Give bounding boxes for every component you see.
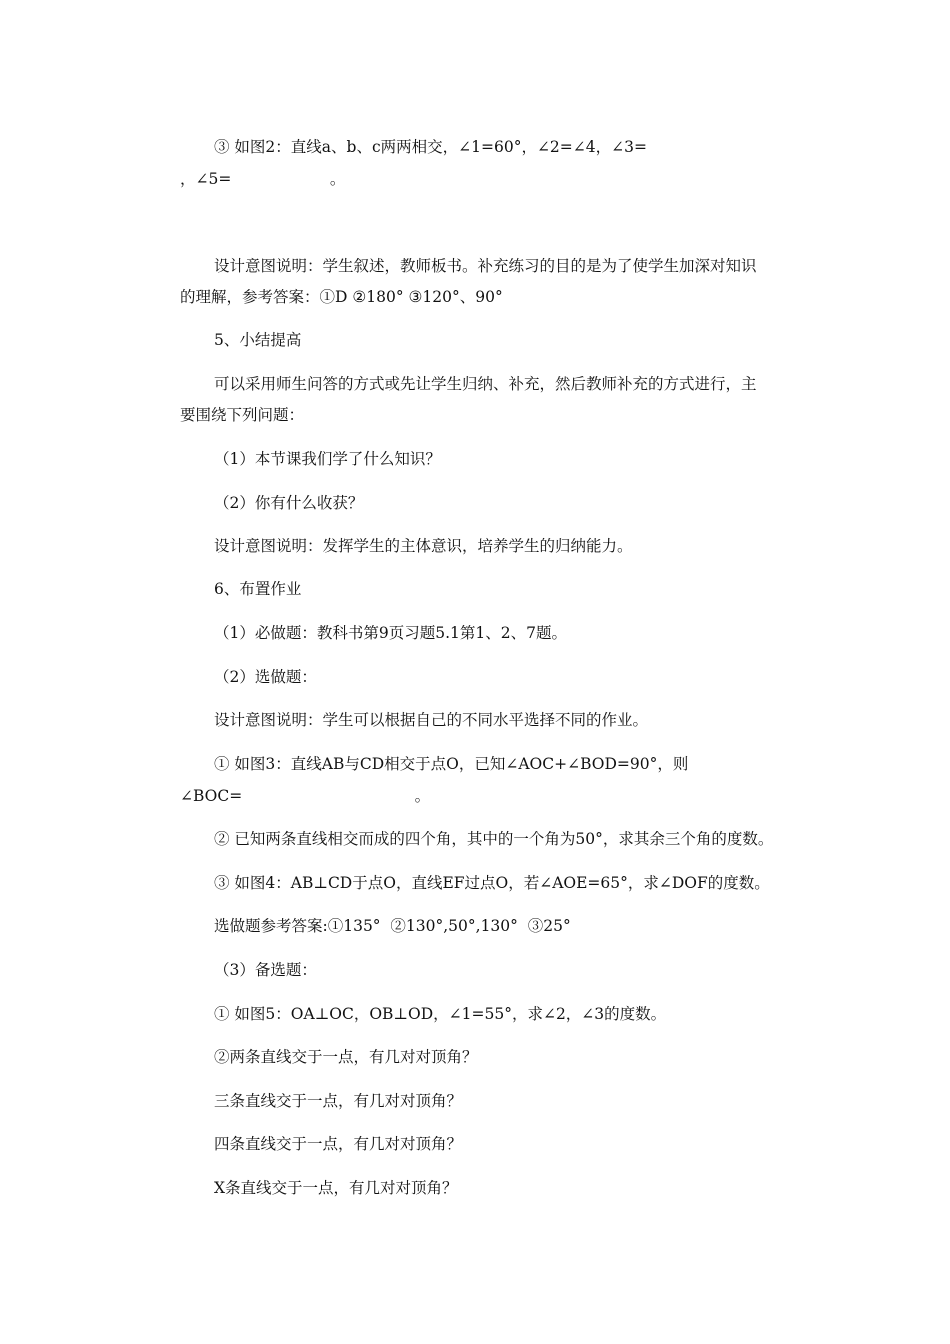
text-line: （1）本节课我们学了什么知识？ [214, 450, 441, 468]
text-line: 设计意图说明：发挥学生的主体意识，培养学生的归纳能力。 [214, 537, 633, 555]
text-line: （1）必做题：教科书第9页习题5.1第1、2、7题。 [214, 624, 567, 642]
text-line: 要围绕下列问题： [180, 406, 305, 424]
text-line: ，∠5= 。 [180, 170, 346, 188]
text-line: 设计意图说明：学生叙述，教师板书。补充练习的目的是为了使学生加深对知识 [214, 257, 757, 275]
section-heading: 5、小结提高 [214, 331, 302, 349]
text-line: 三条直线交于一点，有几对对顶角？ [214, 1092, 463, 1110]
text-line: ②两条直线交于一点，有几对对顶角？ [214, 1048, 478, 1066]
section-heading: 6、布置作业 [214, 580, 302, 598]
text-line: 选做题参考答案:①135° ②130°,50°,130° ③25° [214, 917, 571, 935]
text-line: （2）你有什么收获？ [214, 494, 364, 512]
text-line: 可以采用师生问答的方式或先让学生归纳、补充，然后教师补充的方式进行，主 [214, 375, 757, 393]
text-line: ② 已知两条直线相交而成的四个角，其中的一个角为50°，求其余三个角的度数。 [214, 830, 774, 848]
text-line: 四条直线交于一点，有几对对顶角？ [214, 1135, 463, 1153]
text-line: ① 如图5：OA⊥OC，OB⊥OD，∠1=55°，求∠2，∠3的度数。 [214, 1005, 667, 1023]
text-line: ③ 如图4：AB⊥CD于点O，直线EF过点O，若∠AOE=65°，求∠DOF的度数。 [214, 874, 770, 892]
text-line: ① 如图3：直线AB与CD相交于点O，已知∠AOC+∠BOD=90°，则 [214, 755, 689, 773]
text-line: X条直线交于一点，有几对对顶角？ [214, 1179, 458, 1197]
text-line: 设计意图说明：学生可以根据自己的不同水平选择不同的作业。 [214, 711, 649, 729]
text-line: （2）选做题： [214, 668, 317, 686]
text-line: ∠BOC= 。 [180, 787, 431, 805]
text-line: 的理解，参考答案：①D ②180° ③120°、90° [180, 288, 503, 306]
text-line: ③ 如图2：直线a、b、c两两相交，∠1=60°，∠2=∠4，∠3= [214, 138, 647, 156]
text-line: （3）备选题： [214, 961, 317, 979]
